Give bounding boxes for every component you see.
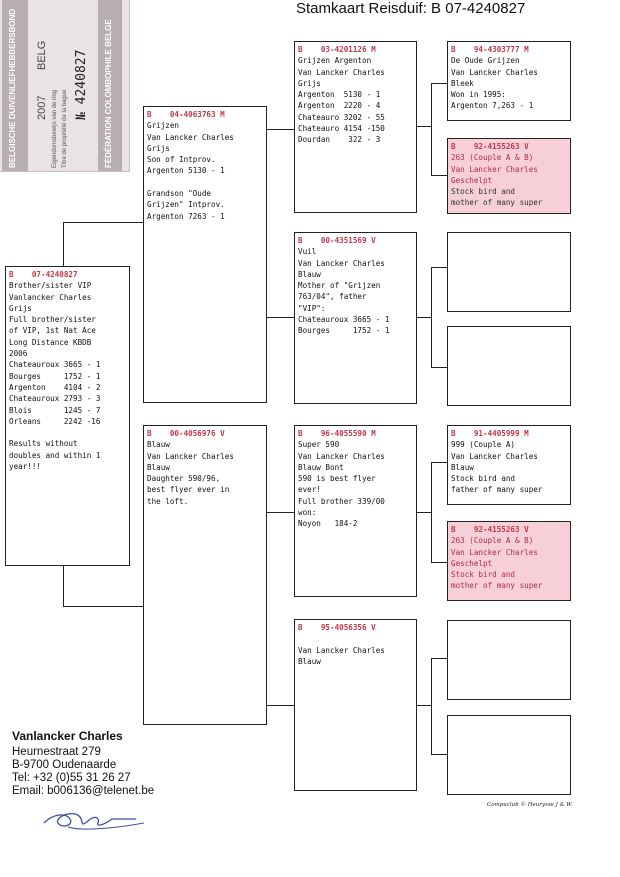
card-line: Bleek — [451, 78, 474, 88]
stamp-text-fr: Titre de propriété de la bague — [62, 89, 68, 168]
card-line: Van Lancker Charles — [147, 451, 234, 461]
footer-credit: Compuclub © Heurysse J & W — [487, 802, 572, 808]
card-line: Argenton 5130 - 1 — [147, 166, 225, 176]
card-line: Dourdan 322 - 3 — [298, 135, 381, 145]
card-line: Stock bird and — [451, 474, 516, 484]
card-line: Vuil — [298, 247, 317, 257]
card-line: 763/04", father — [298, 292, 367, 302]
card-line: Brother/sister VIP — [9, 281, 92, 291]
connector-line — [416, 512, 431, 513]
card-line: Results without — [9, 439, 78, 449]
card-line: Won in 1995: — [451, 90, 506, 100]
card-line: Van Lancker Charles — [298, 451, 385, 461]
card-line: Van Lancker Charles — [451, 451, 538, 461]
connector-line — [431, 562, 447, 563]
connector-line — [266, 705, 295, 706]
connector-line — [431, 267, 447, 268]
pedigree-card-dam-sire-sire — [447, 425, 571, 505]
card-line: Chateauroux 3665 - 1 — [298, 315, 390, 325]
connector-line — [431, 175, 447, 176]
pedigree-card-sire-dam — [294, 232, 417, 404]
pedigree-card-dam-dam — [294, 619, 417, 791]
card-line: won: — [298, 508, 317, 518]
ring-number: B 96-4055590 M — [298, 429, 376, 438]
card-line: Van Lancker Charles — [451, 547, 538, 557]
stamp-ring-number: № 4240827 — [74, 49, 89, 120]
pedigree-card-sire-sire — [294, 41, 417, 213]
stamp-country: BELG — [36, 40, 48, 70]
stamp-text-nl: Eigendomsbewijs van de ring — [52, 89, 58, 168]
card-line: best flyer ever in — [147, 485, 230, 495]
card-line: ever! — [298, 485, 321, 495]
card-line: Van Lancker Charles — [298, 645, 385, 655]
connector-line — [63, 566, 64, 607]
pedigree-card-sire-sire-dam — [447, 138, 571, 214]
card-line: Argenton 4104 - 2 — [9, 382, 101, 392]
card-line: Daughter 590/96, — [147, 474, 221, 484]
owner-street: Heurnestraat 279 — [12, 746, 101, 758]
card-line: Geschelpt — [451, 558, 493, 568]
connector-line — [431, 83, 432, 175]
ring-number: B 92-4155263 V — [451, 142, 529, 151]
card-line: Bourges 1752 - 1 — [298, 326, 390, 336]
card-line: Blauw — [298, 269, 321, 279]
card-line: Blauw — [451, 462, 474, 472]
card-line: Van Lancker Charles — [298, 258, 385, 268]
connector-line — [431, 754, 447, 755]
stamp-band-right-text: FÉDÉRATION COLOMBOPHILE BELGE — [104, 19, 113, 168]
card-line: Long Distance KBDB — [9, 337, 92, 347]
card-line: Chateauro 3202 - 55 — [298, 112, 385, 122]
card-line: Chateauroux 3665 - 1 — [9, 360, 101, 370]
ring-number: B 07-4240827 — [9, 270, 78, 279]
ring-certificate-stamp — [0, 0, 130, 172]
card-line: mother of many super — [451, 581, 543, 591]
card-line: Vanlancker Charles — [9, 292, 92, 302]
ring-number: B 92-4155263 V — [451, 525, 529, 534]
card-line — [298, 633, 413, 644]
owner-city: B-9700 Oudenaarde — [12, 759, 117, 771]
ring-number: B 03-4201126 M — [298, 45, 376, 54]
page-title: Stamkaart Reisduif: B 07-4240827 — [296, 0, 526, 17]
connector-line — [266, 317, 295, 318]
connector-line — [416, 705, 431, 706]
card-line: Grijs — [298, 78, 321, 88]
connector-line — [431, 658, 447, 659]
card-line: Van Lancker Charles — [298, 67, 385, 77]
card-line: Grijzen Argenton — [298, 56, 372, 66]
card-line: Chateauro 4154 -150 — [298, 124, 385, 134]
card-line: Son of Intprov. — [147, 155, 216, 165]
card-line: the loft. — [147, 496, 189, 506]
pedigree-card-sire-sire-sire — [447, 41, 571, 121]
card-line: Argenton 7263 - 1 — [147, 211, 225, 221]
connector-line — [431, 367, 447, 368]
card-line: year!!! — [9, 462, 42, 472]
stamp-year: 2007 — [36, 95, 48, 120]
card-line: Geschelpt — [451, 175, 493, 185]
card-line: Grijzen" Intprov. — [147, 200, 225, 210]
connector-line — [431, 83, 447, 84]
card-line: "VIP": — [298, 303, 326, 313]
card-line: 263 (Couple A & B) — [451, 153, 534, 163]
card-line: Stock bird and — [451, 570, 516, 580]
connector-line — [431, 462, 432, 562]
ring-number: B 94-4303777 M — [451, 45, 529, 54]
pedigree-card-sire — [143, 106, 267, 403]
card-line: Van Lancker Charles — [147, 132, 234, 142]
connector-line — [266, 129, 295, 130]
card-line: Grijs — [147, 143, 170, 153]
card-line: mother of many super — [451, 198, 543, 208]
stamp-band-left-text: BELGISCHE DUIVENLIEFHEBBERSBOND — [8, 8, 17, 168]
card-line: Grijs — [9, 303, 32, 313]
card-line: De Oude Grijzen — [451, 56, 520, 66]
card-line: Full brother 339/00 — [298, 496, 385, 506]
connector-line — [266, 512, 295, 513]
card-line: 590 is best flyer — [298, 474, 376, 484]
connector-line — [63, 222, 143, 223]
ring-number: B 04-4063763 M — [147, 110, 225, 119]
card-line: Orleans 2242 -16 — [9, 416, 101, 426]
pedigree-card-sire-dam-sire — [447, 232, 571, 312]
card-line: 263 (Couple A & B) — [451, 536, 534, 546]
connector-line — [431, 658, 432, 754]
owner-email: Email: b006136@telenet.be — [12, 785, 155, 797]
card-line: Blois 1245 - 7 — [9, 405, 101, 415]
connector-line — [416, 317, 431, 318]
owner-phone: Tel: +32 (0)55 31 26 27 — [12, 772, 131, 784]
owner-contact — [12, 729, 154, 798]
card-line: Blauw — [147, 462, 170, 472]
card-line: Van Lancker Charles — [451, 67, 538, 77]
card-line: Mother of "Grijzen — [298, 281, 381, 291]
ring-number: B 00-4351569 V — [298, 236, 376, 245]
card-line: Argenton 2220 - 4 — [298, 101, 381, 111]
card-line: Chateauroux 2793 - 3 — [9, 394, 101, 404]
card-line: father of many super — [451, 485, 543, 495]
connector-line — [431, 462, 447, 463]
connector-line — [63, 222, 64, 266]
pedigree-card-dam-sire — [294, 425, 417, 597]
connector-line — [63, 606, 143, 607]
signature — [40, 805, 150, 833]
card-line: 2006 — [9, 349, 28, 359]
pedigree-card-dam-sire-dam — [447, 521, 571, 601]
pedigree-card-dam-dam-dam — [447, 715, 571, 795]
owner-name: Vanlancker Charles — [12, 729, 123, 743]
card-line: Grandson "Oude — [147, 189, 212, 199]
card-line: Grijzen — [147, 121, 180, 131]
card-line: Noyon 184-2 — [298, 519, 358, 529]
ring-number: B 00-4056976 V — [147, 429, 225, 438]
card-line: Argenton 7,263 - 1 — [451, 101, 534, 111]
pedigree-card-dam-dam-sire — [447, 620, 571, 700]
card-line: Bourges 1752 - 1 — [9, 371, 101, 381]
card-line: Stock bird and — [451, 187, 516, 197]
card-line — [9, 427, 126, 438]
ring-number: B 95-4056356 V — [298, 623, 376, 632]
card-line: Blauw — [147, 440, 170, 450]
pedigree-card-dam — [143, 425, 267, 725]
pedigree-card-subject — [5, 266, 130, 566]
card-line: Blauw Bont — [298, 462, 344, 472]
card-line: Super 590 — [298, 440, 340, 450]
card-line: Full brother/sister — [9, 315, 96, 325]
connector-line — [431, 267, 432, 367]
card-line: Van Lancker Charles — [451, 164, 538, 174]
connector-line — [416, 126, 431, 127]
pedigree-card-sire-dam-dam — [447, 326, 571, 406]
card-line: of VIP, 1st Nat Ace — [9, 326, 96, 336]
card-line: doubles and within 1 — [9, 450, 101, 460]
ring-number: B 91-4405999 M — [451, 429, 529, 438]
card-line: 999 (Couple A) — [451, 440, 516, 450]
card-line — [147, 177, 263, 188]
card-line: Blauw — [298, 656, 321, 666]
card-line: Argenton 5130 - 1 — [298, 90, 381, 100]
